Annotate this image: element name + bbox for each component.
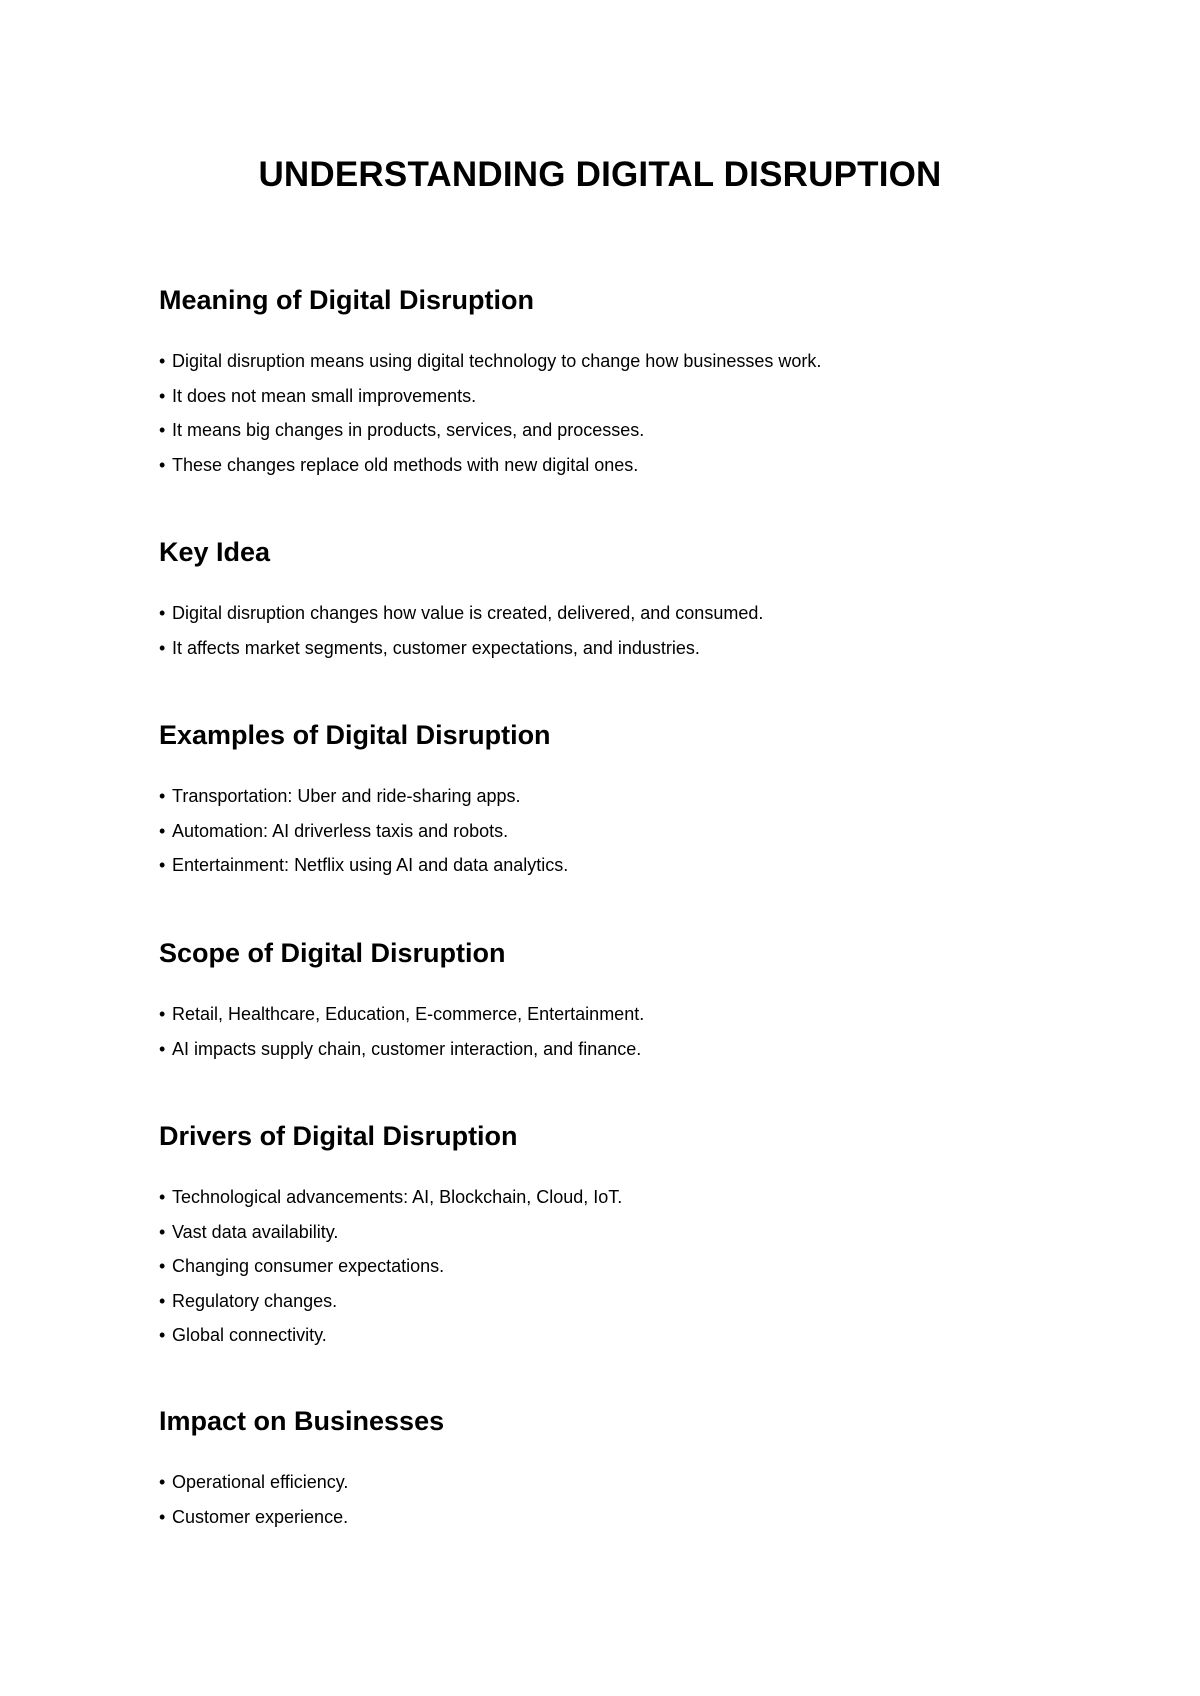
list-item-text: Automation: AI driverless taxis and robots. <box>172 820 509 841</box>
list-item-text: Digital disruption changes how value is created, delivered, and consumed. <box>172 603 764 623</box>
list-item <box>159 1215 1119 1250</box>
section-heading: Meaning of Digital Disruption <box>159 285 534 315</box>
list-item <box>159 1249 1119 1284</box>
bullet-icon: • <box>159 385 166 406</box>
section-examples <box>159 718 1119 883</box>
bullet-list <box>159 779 1119 883</box>
list-item <box>159 344 1119 379</box>
list-item-text: AI impacts supply chain, customer interaction, and finance. <box>172 1038 642 1059</box>
bullet-icon: • <box>159 1472 166 1492</box>
list-item <box>159 814 1119 849</box>
list-item-text: These changes replace old methods with new digital ones. <box>172 454 639 475</box>
bullet-list <box>159 1465 1119 1534</box>
list-item-text: Technological advancements: AI, Blockchain, Cloud, IoT. <box>172 1187 623 1207</box>
list-item <box>159 1465 1119 1500</box>
list-item-text: Customer experience. <box>172 1506 349 1527</box>
list-item-text: Regulatory changes. <box>172 1290 338 1311</box>
bullet-icon: • <box>159 420 166 441</box>
list-item-text: It affects market segments, customer expectations, and industries. <box>172 637 700 658</box>
bullet-icon: • <box>159 855 166 876</box>
section-heading: Impact on Businesses <box>159 1406 445 1436</box>
list-item <box>159 1318 1119 1353</box>
list-item-text: Entertainment: Netflix using AI and data analytics. <box>172 855 569 876</box>
list-item <box>159 1284 1119 1319</box>
list-item <box>159 596 1119 631</box>
list-item-text: Retail, Healthcare, Education, E-commerce, Entertainment. <box>172 1004 645 1024</box>
bullet-icon: • <box>159 1038 166 1059</box>
bullet-list <box>159 1180 1119 1353</box>
list-item-text: It means big changes in products, services, and processes. <box>172 420 645 441</box>
bullet-icon: • <box>159 786 166 806</box>
section-heading: Examples of Digital Disruption <box>159 720 551 750</box>
section-heading: Drivers of Digital Disruption <box>159 1121 518 1151</box>
list-item <box>159 1032 1119 1067</box>
bullet-icon: • <box>159 1004 166 1024</box>
bullet-icon: • <box>159 1256 166 1277</box>
list-item <box>159 1180 1119 1215</box>
bullet-icon: • <box>159 1221 166 1242</box>
bullet-icon: • <box>159 637 166 658</box>
list-item <box>159 779 1119 814</box>
list-item <box>159 997 1119 1032</box>
bullet-icon: • <box>159 351 166 371</box>
section-scope <box>159 936 1119 1066</box>
bullet-icon: • <box>159 454 166 475</box>
list-item-text: Global connectivity. <box>172 1325 327 1346</box>
list-item-text: Transportation: Uber and ride-sharing apps. <box>172 786 521 806</box>
list-item-text: Changing consumer expectations. <box>172 1256 445 1277</box>
bullet-list <box>159 596 1119 665</box>
list-item-text: Digital disruption means using digital technology to change how businesses work. <box>172 351 822 371</box>
section-meaning <box>159 283 1119 482</box>
section-impact <box>159 1404 1119 1534</box>
document-title: UNDERSTANDING DIGITAL DISRUPTION <box>258 155 942 194</box>
bullet-icon: • <box>159 1506 166 1527</box>
list-item <box>159 379 1119 414</box>
section-key-idea <box>159 535 1119 665</box>
section-heading: Key Idea <box>159 537 271 567</box>
list-item <box>159 413 1119 448</box>
bullet-icon: • <box>159 1187 166 1207</box>
bullet-icon: • <box>159 820 166 841</box>
bullet-list <box>159 997 1119 1066</box>
list-item <box>159 448 1119 483</box>
list-item <box>159 1500 1119 1535</box>
bullet-list <box>159 344 1119 482</box>
list-item-text: Operational efficiency. <box>172 1472 349 1492</box>
list-item-text: It does not mean small improvements. <box>172 385 477 406</box>
bullet-icon: • <box>159 1325 166 1346</box>
bullet-icon: • <box>159 603 166 623</box>
bullet-icon: • <box>159 1290 166 1311</box>
section-drivers <box>159 1119 1119 1353</box>
list-item-text: Vast data availability. <box>172 1221 339 1242</box>
list-item <box>159 631 1119 666</box>
section-heading: Scope of Digital Disruption <box>159 938 506 968</box>
list-item <box>159 848 1119 883</box>
